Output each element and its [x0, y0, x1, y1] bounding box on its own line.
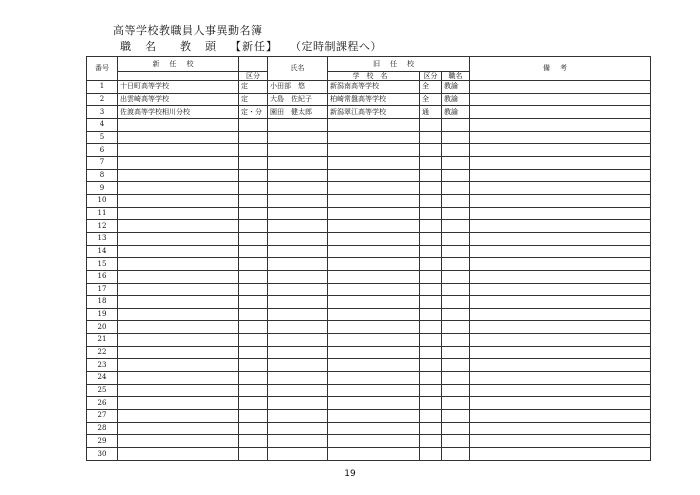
table-row [87, 410, 651, 423]
row-number: 7 [87, 156, 118, 169]
old-position-cell [442, 156, 470, 169]
remarks-cell [470, 156, 651, 169]
new-school-cell [118, 283, 239, 296]
old-position-cell [442, 346, 470, 359]
old-school-cell [328, 131, 420, 144]
header-name: 氏名 [268, 57, 328, 81]
table-row [87, 169, 651, 182]
old-school-cell [328, 232, 420, 245]
remarks-cell [470, 334, 651, 347]
table-row [87, 93, 651, 106]
name-cell [268, 372, 328, 385]
division-cell [239, 118, 268, 131]
old-division-cell [420, 334, 442, 347]
remarks-cell [470, 258, 651, 271]
table-row [87, 308, 651, 321]
new-school-cell [118, 245, 239, 258]
table-row [87, 296, 651, 309]
old-school-cell [328, 283, 420, 296]
header-old-school-group: 旧任校 [328, 57, 470, 72]
name-cell [268, 220, 328, 233]
old-division-cell [420, 194, 442, 207]
table-body [87, 81, 651, 461]
new-school-cell [118, 118, 239, 131]
row-number: 20 [87, 321, 118, 334]
old-division-cell [420, 283, 442, 296]
row-number: 2 [87, 93, 118, 106]
table-row [87, 283, 651, 296]
division-cell [239, 232, 268, 245]
name-cell [268, 182, 328, 195]
table-row [87, 435, 651, 448]
division-cell [239, 372, 268, 385]
old-school-cell [328, 296, 420, 309]
name-cell [268, 359, 328, 372]
header-new-school-spacer [118, 72, 239, 81]
division-cell: 定・分 [239, 106, 268, 119]
name-cell [268, 156, 328, 169]
old-school-cell [328, 308, 420, 321]
row-number: 19 [87, 308, 118, 321]
header-old-position: 職名 [442, 72, 470, 81]
name-cell [268, 334, 328, 347]
name-cell [268, 308, 328, 321]
header-old-division: 区分 [420, 72, 442, 81]
remarks-cell [470, 321, 651, 334]
row-number: 10 [87, 194, 118, 207]
division-cell [239, 448, 268, 461]
row-number: 12 [87, 220, 118, 233]
old-school-cell [328, 182, 420, 195]
name-cell: 小田部 悠 [268, 81, 328, 94]
row-number: 16 [87, 270, 118, 283]
remarks-cell [470, 397, 651, 410]
row-number: 17 [87, 283, 118, 296]
new-school-cell [118, 131, 239, 144]
table-row [87, 232, 651, 245]
remarks-cell [470, 245, 651, 258]
old-school-cell [328, 384, 420, 397]
old-division-cell: 全 [420, 93, 442, 106]
division-cell [239, 296, 268, 309]
old-school-cell: 柏崎常盤高等学校 [328, 93, 420, 106]
new-school-cell: 出雲崎高等学校 [118, 93, 239, 106]
old-position-cell [442, 144, 470, 157]
division-cell [239, 346, 268, 359]
remarks-cell [470, 435, 651, 448]
old-position-cell [442, 270, 470, 283]
name-cell [268, 194, 328, 207]
table-row [87, 156, 651, 169]
old-position-cell [442, 182, 470, 195]
old-school-cell [328, 397, 420, 410]
new-school-cell [118, 169, 239, 182]
remarks-cell [470, 296, 651, 309]
old-division-cell [420, 232, 442, 245]
row-number: 3 [87, 106, 118, 119]
table-row [87, 106, 651, 119]
old-division-cell [420, 220, 442, 233]
old-division-cell [420, 346, 442, 359]
old-position-cell [442, 410, 470, 423]
table-row [87, 384, 651, 397]
old-position-cell [442, 232, 470, 245]
name-cell [268, 283, 328, 296]
table-row [87, 194, 651, 207]
table-row [87, 397, 651, 410]
division-cell: 定 [239, 81, 268, 94]
row-number: 15 [87, 258, 118, 271]
name-cell [268, 321, 328, 334]
remarks-cell [470, 384, 651, 397]
new-school-cell [118, 182, 239, 195]
old-position-cell [442, 258, 470, 271]
row-number: 24 [87, 372, 118, 385]
course-note: （定時制課程へ） [290, 40, 382, 53]
old-school-cell [328, 144, 420, 157]
new-school-cell [118, 308, 239, 321]
header-division-spacer [239, 57, 268, 72]
new-school-cell [118, 144, 239, 157]
remarks-cell [470, 308, 651, 321]
new-school-cell [118, 435, 239, 448]
remarks-cell [470, 194, 651, 207]
name-cell [268, 270, 328, 283]
division-cell [239, 359, 268, 372]
division-cell [239, 207, 268, 220]
name-cell [268, 207, 328, 220]
remarks-cell [470, 81, 651, 94]
old-division-cell [420, 270, 442, 283]
old-position-cell [442, 422, 470, 435]
division-cell [239, 220, 268, 233]
old-position-cell: 教諭 [442, 81, 470, 94]
name-cell [268, 448, 328, 461]
header-row-top [87, 57, 651, 72]
table-row [87, 81, 651, 94]
old-position-cell [442, 283, 470, 296]
row-number: 9 [87, 182, 118, 195]
old-school-cell [328, 334, 420, 347]
name-cell [268, 131, 328, 144]
old-division-cell [420, 359, 442, 372]
remarks-cell [470, 118, 651, 131]
name-cell: 園田 健太郎 [268, 106, 328, 119]
name-cell [268, 245, 328, 258]
personnel-table [86, 56, 651, 461]
division-cell [239, 283, 268, 296]
row-number: 14 [87, 245, 118, 258]
remarks-cell [470, 448, 651, 461]
old-position-cell [442, 321, 470, 334]
name-cell [268, 296, 328, 309]
old-school-cell [328, 270, 420, 283]
new-school-cell [118, 384, 239, 397]
new-school-cell [118, 346, 239, 359]
row-number: 18 [87, 296, 118, 309]
division-cell [239, 435, 268, 448]
old-division-cell [420, 372, 442, 385]
name-cell [268, 118, 328, 131]
row-number: 25 [87, 384, 118, 397]
table-row [87, 118, 651, 131]
new-school-cell [118, 258, 239, 271]
old-position-cell [442, 384, 470, 397]
old-division-cell [420, 118, 442, 131]
name-cell: 大島 佐紀子 [268, 93, 328, 106]
division-cell [239, 194, 268, 207]
old-school-cell [328, 169, 420, 182]
old-division-cell [420, 169, 442, 182]
old-position-cell [442, 220, 470, 233]
old-position-cell [442, 372, 470, 385]
old-position-cell [442, 131, 470, 144]
division-cell [239, 321, 268, 334]
old-school-cell [328, 410, 420, 423]
new-school-cell [118, 359, 239, 372]
row-number: 22 [87, 346, 118, 359]
old-position-cell [442, 169, 470, 182]
row-number: 28 [87, 422, 118, 435]
old-division-cell [420, 384, 442, 397]
table-row [87, 270, 651, 283]
old-school-cell: 新潟南高等学校 [328, 81, 420, 94]
old-division-cell [420, 207, 442, 220]
remarks-cell [470, 144, 651, 157]
old-division-cell [420, 308, 442, 321]
old-position-cell: 教諭 [442, 93, 470, 106]
table-row [87, 207, 651, 220]
row-number: 29 [87, 435, 118, 448]
remarks-cell [470, 346, 651, 359]
name-cell [268, 397, 328, 410]
new-school-cell [118, 232, 239, 245]
header-school-name: 学校名 [328, 72, 420, 81]
name-cell [268, 435, 328, 448]
old-position-cell [442, 207, 470, 220]
old-school-cell: 新潟翠江高等学校 [328, 106, 420, 119]
old-division-cell [420, 131, 442, 144]
old-division-cell [420, 258, 442, 271]
division-cell [239, 334, 268, 347]
row-number: 26 [87, 397, 118, 410]
new-school-cell [118, 207, 239, 220]
old-position-cell [442, 334, 470, 347]
old-position-cell [442, 359, 470, 372]
row-number: 30 [87, 448, 118, 461]
remarks-cell [470, 372, 651, 385]
division-cell: 定 [239, 93, 268, 106]
name-cell [268, 346, 328, 359]
new-school-cell [118, 321, 239, 334]
division-cell [239, 410, 268, 423]
table-row [87, 372, 651, 385]
name-cell [268, 422, 328, 435]
old-division-cell [420, 397, 442, 410]
old-school-cell [328, 258, 420, 271]
old-school-cell [328, 194, 420, 207]
division-cell [239, 169, 268, 182]
row-number: 27 [87, 410, 118, 423]
remarks-cell [470, 270, 651, 283]
division-cell [239, 182, 268, 195]
new-school-cell [118, 422, 239, 435]
division-cell [239, 270, 268, 283]
table-row [87, 334, 651, 347]
table-row [87, 131, 651, 144]
table-row [87, 422, 651, 435]
old-position-cell: 教諭 [442, 106, 470, 119]
old-school-cell [328, 321, 420, 334]
table-row [87, 359, 651, 372]
old-division-cell [420, 182, 442, 195]
name-cell [268, 410, 328, 423]
name-cell [268, 169, 328, 182]
remarks-cell [470, 131, 651, 144]
old-position-cell [442, 397, 470, 410]
remarks-cell [470, 422, 651, 435]
remarks-cell [470, 182, 651, 195]
old-school-cell [328, 156, 420, 169]
header-remarks: 備考 [470, 57, 651, 81]
name-cell [268, 232, 328, 245]
division-cell [239, 384, 268, 397]
remarks-cell [470, 207, 651, 220]
old-division-cell [420, 321, 442, 334]
table-row [87, 245, 651, 258]
new-school-cell [118, 372, 239, 385]
old-division-cell: 全 [420, 81, 442, 94]
old-school-cell [328, 207, 420, 220]
old-school-cell [328, 435, 420, 448]
old-division-cell [420, 156, 442, 169]
old-division-cell [420, 448, 442, 461]
new-school-cell [118, 397, 239, 410]
old-position-cell [442, 118, 470, 131]
old-school-cell [328, 118, 420, 131]
division-cell [239, 258, 268, 271]
new-school-cell [118, 296, 239, 309]
name-cell [268, 258, 328, 271]
remarks-cell [470, 283, 651, 296]
division-cell [239, 156, 268, 169]
division-cell [239, 422, 268, 435]
new-school-cell [118, 194, 239, 207]
old-division-cell [420, 296, 442, 309]
row-number: 5 [87, 131, 118, 144]
position-value: 教頭 [180, 40, 230, 53]
old-division-cell: 通 [420, 106, 442, 119]
old-position-cell [442, 435, 470, 448]
division-cell [239, 144, 268, 157]
old-school-cell [328, 220, 420, 233]
table-row [87, 321, 651, 334]
old-position-cell [442, 194, 470, 207]
row-number: 23 [87, 359, 118, 372]
remarks-cell [470, 220, 651, 233]
old-division-cell [420, 245, 442, 258]
header-number: 番号 [87, 57, 118, 81]
old-school-cell [328, 359, 420, 372]
remarks-cell [470, 232, 651, 245]
new-school-cell: 佐渡高等学校相川分校 [118, 106, 239, 119]
old-school-cell [328, 422, 420, 435]
header-new-school: 新任校 [118, 57, 239, 72]
table-row [87, 182, 651, 195]
remarks-cell [470, 93, 651, 106]
name-cell [268, 384, 328, 397]
table-row [87, 144, 651, 157]
old-position-cell [442, 296, 470, 309]
new-school-cell [118, 270, 239, 283]
status-label: 【新任】 [230, 40, 278, 53]
row-number: 4 [87, 118, 118, 131]
division-cell [239, 245, 268, 258]
division-cell [239, 397, 268, 410]
table-row [87, 258, 651, 271]
row-number: 21 [87, 334, 118, 347]
remarks-cell [470, 106, 651, 119]
old-division-cell [420, 422, 442, 435]
remarks-cell [470, 410, 651, 423]
new-school-cell [118, 448, 239, 461]
old-position-cell [442, 308, 470, 321]
header-division: 区分 [239, 72, 268, 81]
old-school-cell [328, 372, 420, 385]
table-row [87, 346, 651, 359]
row-number: 1 [87, 81, 118, 94]
division-cell [239, 308, 268, 321]
table-row [87, 448, 651, 461]
new-school-cell [118, 220, 239, 233]
old-school-cell [328, 448, 420, 461]
old-position-cell [442, 245, 470, 258]
row-number: 13 [87, 232, 118, 245]
document-subtitle [120, 38, 382, 54]
page-number: 19 [344, 469, 356, 479]
remarks-cell [470, 169, 651, 182]
row-number: 8 [87, 169, 118, 182]
new-school-cell: 十日町高等学校 [118, 81, 239, 94]
new-school-cell [118, 410, 239, 423]
old-division-cell [420, 144, 442, 157]
row-number: 6 [87, 144, 118, 157]
position-label: 職名 [120, 40, 170, 53]
old-division-cell [420, 435, 442, 448]
old-division-cell [420, 410, 442, 423]
remarks-cell [470, 359, 651, 372]
old-position-cell [442, 448, 470, 461]
new-school-cell [118, 156, 239, 169]
name-cell [268, 144, 328, 157]
old-school-cell [328, 346, 420, 359]
new-school-cell [118, 334, 239, 347]
old-school-cell [328, 245, 420, 258]
table-row [87, 220, 651, 233]
division-cell [239, 131, 268, 144]
row-number: 11 [87, 207, 118, 220]
document-title: 高等学校教職員人事異動名簿 [113, 24, 263, 37]
